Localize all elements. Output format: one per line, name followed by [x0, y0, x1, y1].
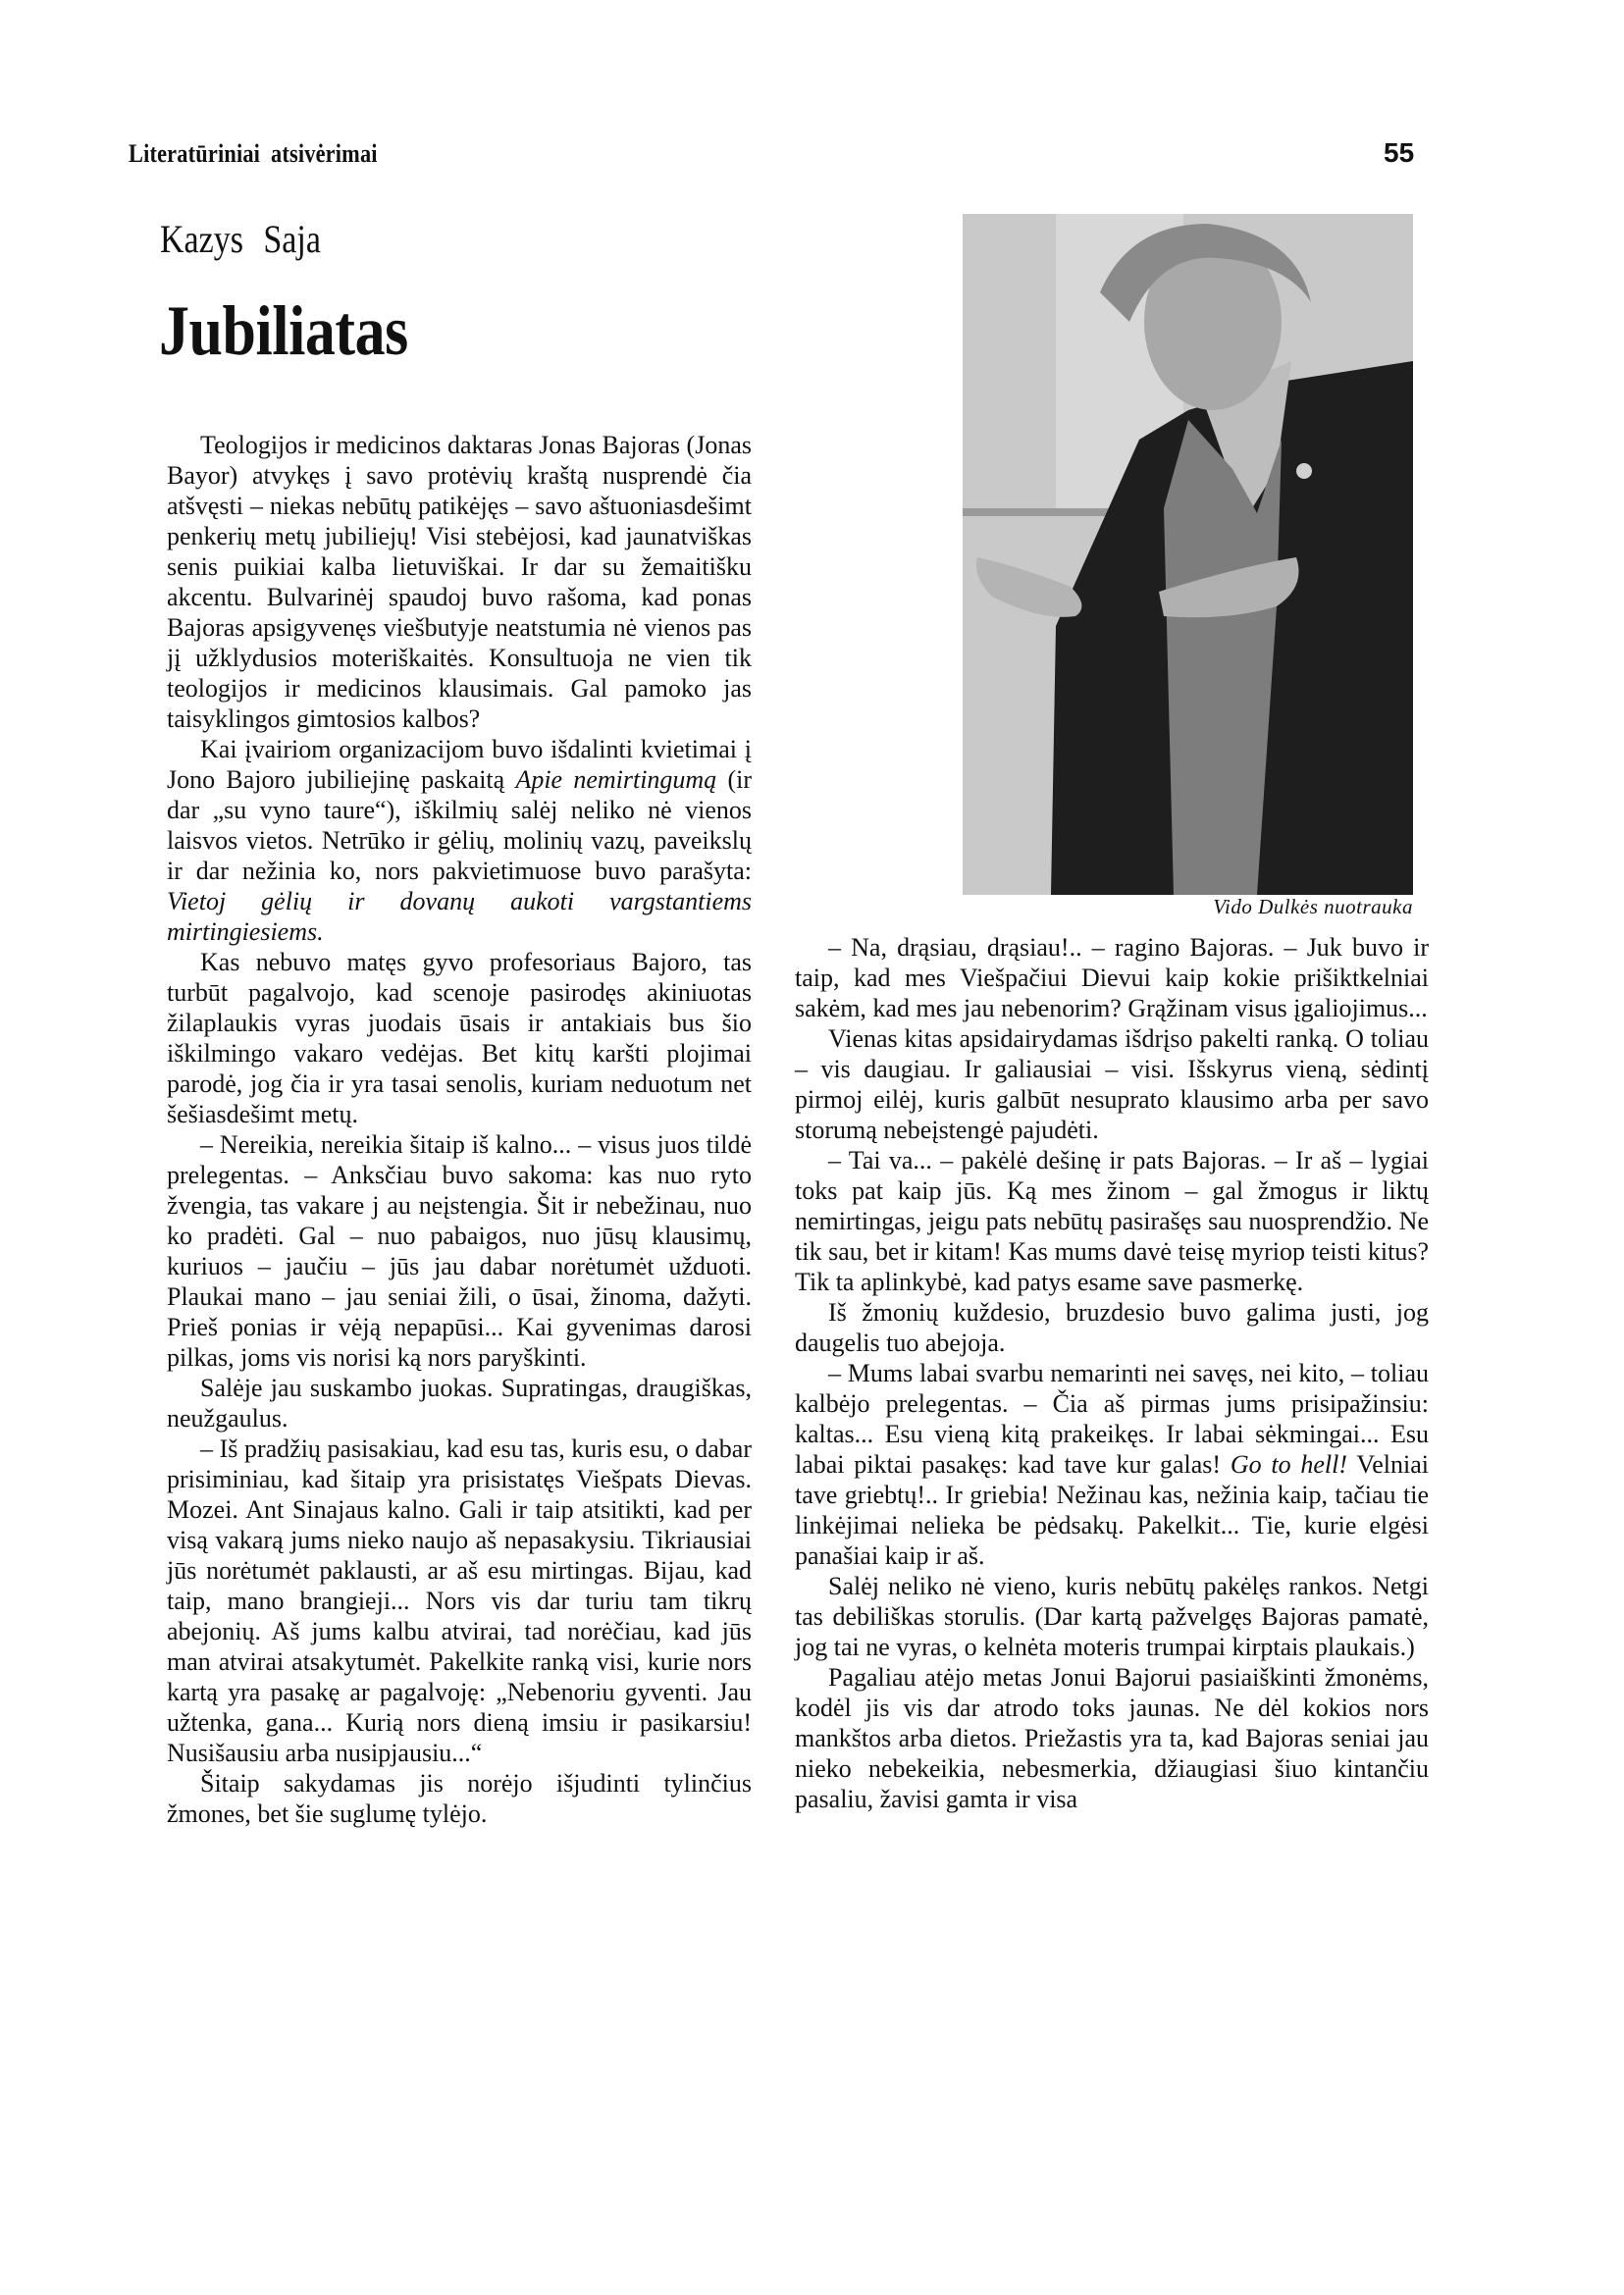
page-number: 55	[1384, 137, 1415, 168]
paragraph: Salėj neliko nė vieno, kuris nebūtų pakėlęs rankos. Netgi tas debiliškas storulis. (Dar kartą pažvelgęs Bajoras pamatė, jog tai ne vyras, o kelnėta moteris trumpai kirptais plaukais.)	[795, 1572, 1429, 1661]
portrait-image-icon	[963, 214, 1413, 895]
paragraph: Šitaip sakydamas jis norėjo išjudinti tylinčius žmones, bet šie suglumę tylėjo.	[167, 1769, 752, 1828]
paragraph: – Iš pradžių pasisakiau, kad esu tas, kuris esu, o dabar prisiminiau, kad šitaip yra prisistatęs Viešpats Dievas. Mozei. Ant Sinajaus kalno. Gali ir taip atsitikti, kad per visą vakarą jums nieko naujo aš nepasakysiu. Tikriausiai jūs norėtumėt paklausti, ar aš esu mirtingas. Bijau, kad taip, mano brangieji... Nors vis dar turiu tam tikrų abejonių. Aš jums kalbu atvirai, tad norėčiau, kad jūs man atvirai atsakytumėt. Pakelkite ranką visi, kurie nors kartą yra pasakę ar pagalvoję: „Nebenoriu gyventi. Jau užtenka, gana... Kurią nors dieną imsiu ir pasikarsiu! Nusišausiu arba nusipjausiu...“	[167, 1434, 752, 1767]
article-author: Kazys Saja	[160, 217, 321, 261]
paragraph: Pagaliau atėjo metas Jonui Bajorui pasiaiškinti žmonėms, kodėl jis vis dar atrodo toks jaunas. Ne dėl kokios nors mankštos arba dietos. Priežastis yra ta, kad Bajoras seniai jau nieko nebekeikia, nebesmerkia, džiaugiasi šiuo kintančiu pasaliu, žavisi gamta ir visa	[795, 1663, 1429, 1813]
paragraph: Teologijos ir medicinos daktaras Jonas Bajoras (Jonas Bayor) atvykęs į savo protėvių kraštą nusprendė čia atšvęsti – niekas nebūtų patikėjęs – savo aštuoniasdešimt penkerių metų jubiliejų! Visi stebėjosi, kad jaunatviškas senis puikiai kalba lietuviškai. Ir dar su žemaitišku akcentu. Bulvarinėj spaudoj buvo rašoma, kad ponas Bajoras apsigyvenęs viešbutyje neatstumia nė vienos pas jį užklydusios moteriškaitės. Konsultuoja ne vien tik teologijos ir medicinos klausimais. Gal pamoko jas taisyklingos gimtosios kalbos?	[167, 431, 752, 733]
article-title: Jubiliatas	[159, 291, 408, 370]
paragraph: – Nereikia, nereikia šitaip iš kalno... – visus juos tildė prelegentas. – Anksčiau buvo sakoma: kas nuo ryto žvengia, tas vakare j au neįstengia. Šit ir nebežinau, nuo ko pradėti. Gal – nuo pabaigos, nuo jūsų klausimų, kuriuos – jaučiu – jūs jau dabar norėtumėt užduoti. Plaukai mano – jau seniai žili, o ūsai, žinoma, dažyti. Prieš ponias ir vėją nepapūsi... Kai gyvenimas darosi pilkas, joms vis norisi ką nors paryškinti.	[167, 1130, 752, 1372]
paragraph: – Mums labai svarbu nemarinti nei savęs, nei kito, – toliau kalbėjo prelegentas. – Čia aš pirmas jums prisipažinsiu: kaltas... Esu vieną kitą prakeikęs. Ir labai sėkmingai... Esu labai piktai pasakęs: kad tave kur galas! Go to hell! Velniai tave griebtų!.. Ir griebia! Nežinau kas, nežinia kaip, tačiau tie linkėjimai nelieka be pėdsakų. Pakelkit... Tie, kurie elgėsi panašiai kaip ir aš.	[795, 1359, 1429, 1570]
right-text-column	[795, 932, 1429, 1814]
lecture-title: Apie nemirtingumą	[515, 765, 717, 794]
english-phrase: Go to hell!	[1230, 1450, 1348, 1479]
portrait-photo	[963, 214, 1413, 895]
paragraph: – Tai va... – pakėlė dešinę ir pats Bajoras. – Ir aš – lygiai toks pat kaip jūs. Ką mes žinom – gal žmogus ir liktų nemirtingas, jeigu pats nebūtų pasirašęs sau nuosprendžio. Ne tik sau, bet ir kitam! Kas mums davė teisę myriop teisti kitus? Tik ta aplinkybė, kad patys esame save pasmerkę.	[795, 1146, 1429, 1296]
paragraph: Iš žmonių kuždesio, bruzdesio buvo galima justi, jog daugelis tuo abejoja.	[795, 1298, 1429, 1357]
paragraph: – Na, drąsiau, drąsiau!.. – ragino Bajoras. – Juk buvo ir taip, kad mes Viešpačiui Dievui kaip kokie prišiktkelniai sakėm, kad mes jau nebenorim? Grąžinam visus įgaliojimus...	[795, 933, 1429, 1022]
paragraph: Vienas kitas apsidairydamas išdrįso pakelti ranką. O toliau – vis daugiau. Ir galiausiai – visi. Išskyrus vieną, sėdintį pirmoj eilėj, kuris galbūt nesuprato klausimo arba per savo storumą nebeįstengė pajudėti.	[795, 1024, 1429, 1144]
photo-caption: Vido Dulkės nuotrauka	[1213, 895, 1413, 918]
left-text-column	[167, 430, 752, 1829]
paragraph: Salėje jau suskambo juokas. Supratingas, draugiškas, neužgaulus.	[167, 1374, 752, 1433]
invitation-quote: Vietoj gėlių ir dovanų aukoti vargstantiems mirtingiesiems.	[167, 887, 752, 946]
paragraph: Kas nebuvo matęs gyvo profesoriaus Bajoro, tas turbūt pagalvojo, kad scenoje pasirodęs akiniuotas žilaplaukis vyras juodais ūsais ir antakiais bus šio iškilmingo vakaro vedėjas. Bet kitų karšti plojimai parodė, jog čia ir yra tasai senolis, kuriam neduotum net šešiasdešimt metų.	[167, 948, 752, 1128]
paragraph: Kai įvairiom organizacijom buvo išdalinti kvietimai į Jono Bajoro jubiliejinę paskaitą Apie nemirtingumą (ir dar „su vyno taure“), iškilmių salėj neliko nė vienos laisvos vietos. Netrūko ir gėlių, molinių vazų, paveikslų ir dar nežinia ko, nors pakvietimuose buvo parašyta: Vietoj gėlių ir dovanų aukoti vargstantiems mirtingiesiems.	[167, 735, 752, 946]
running-head: Literatūriniai atsivėrimai	[129, 139, 378, 168]
